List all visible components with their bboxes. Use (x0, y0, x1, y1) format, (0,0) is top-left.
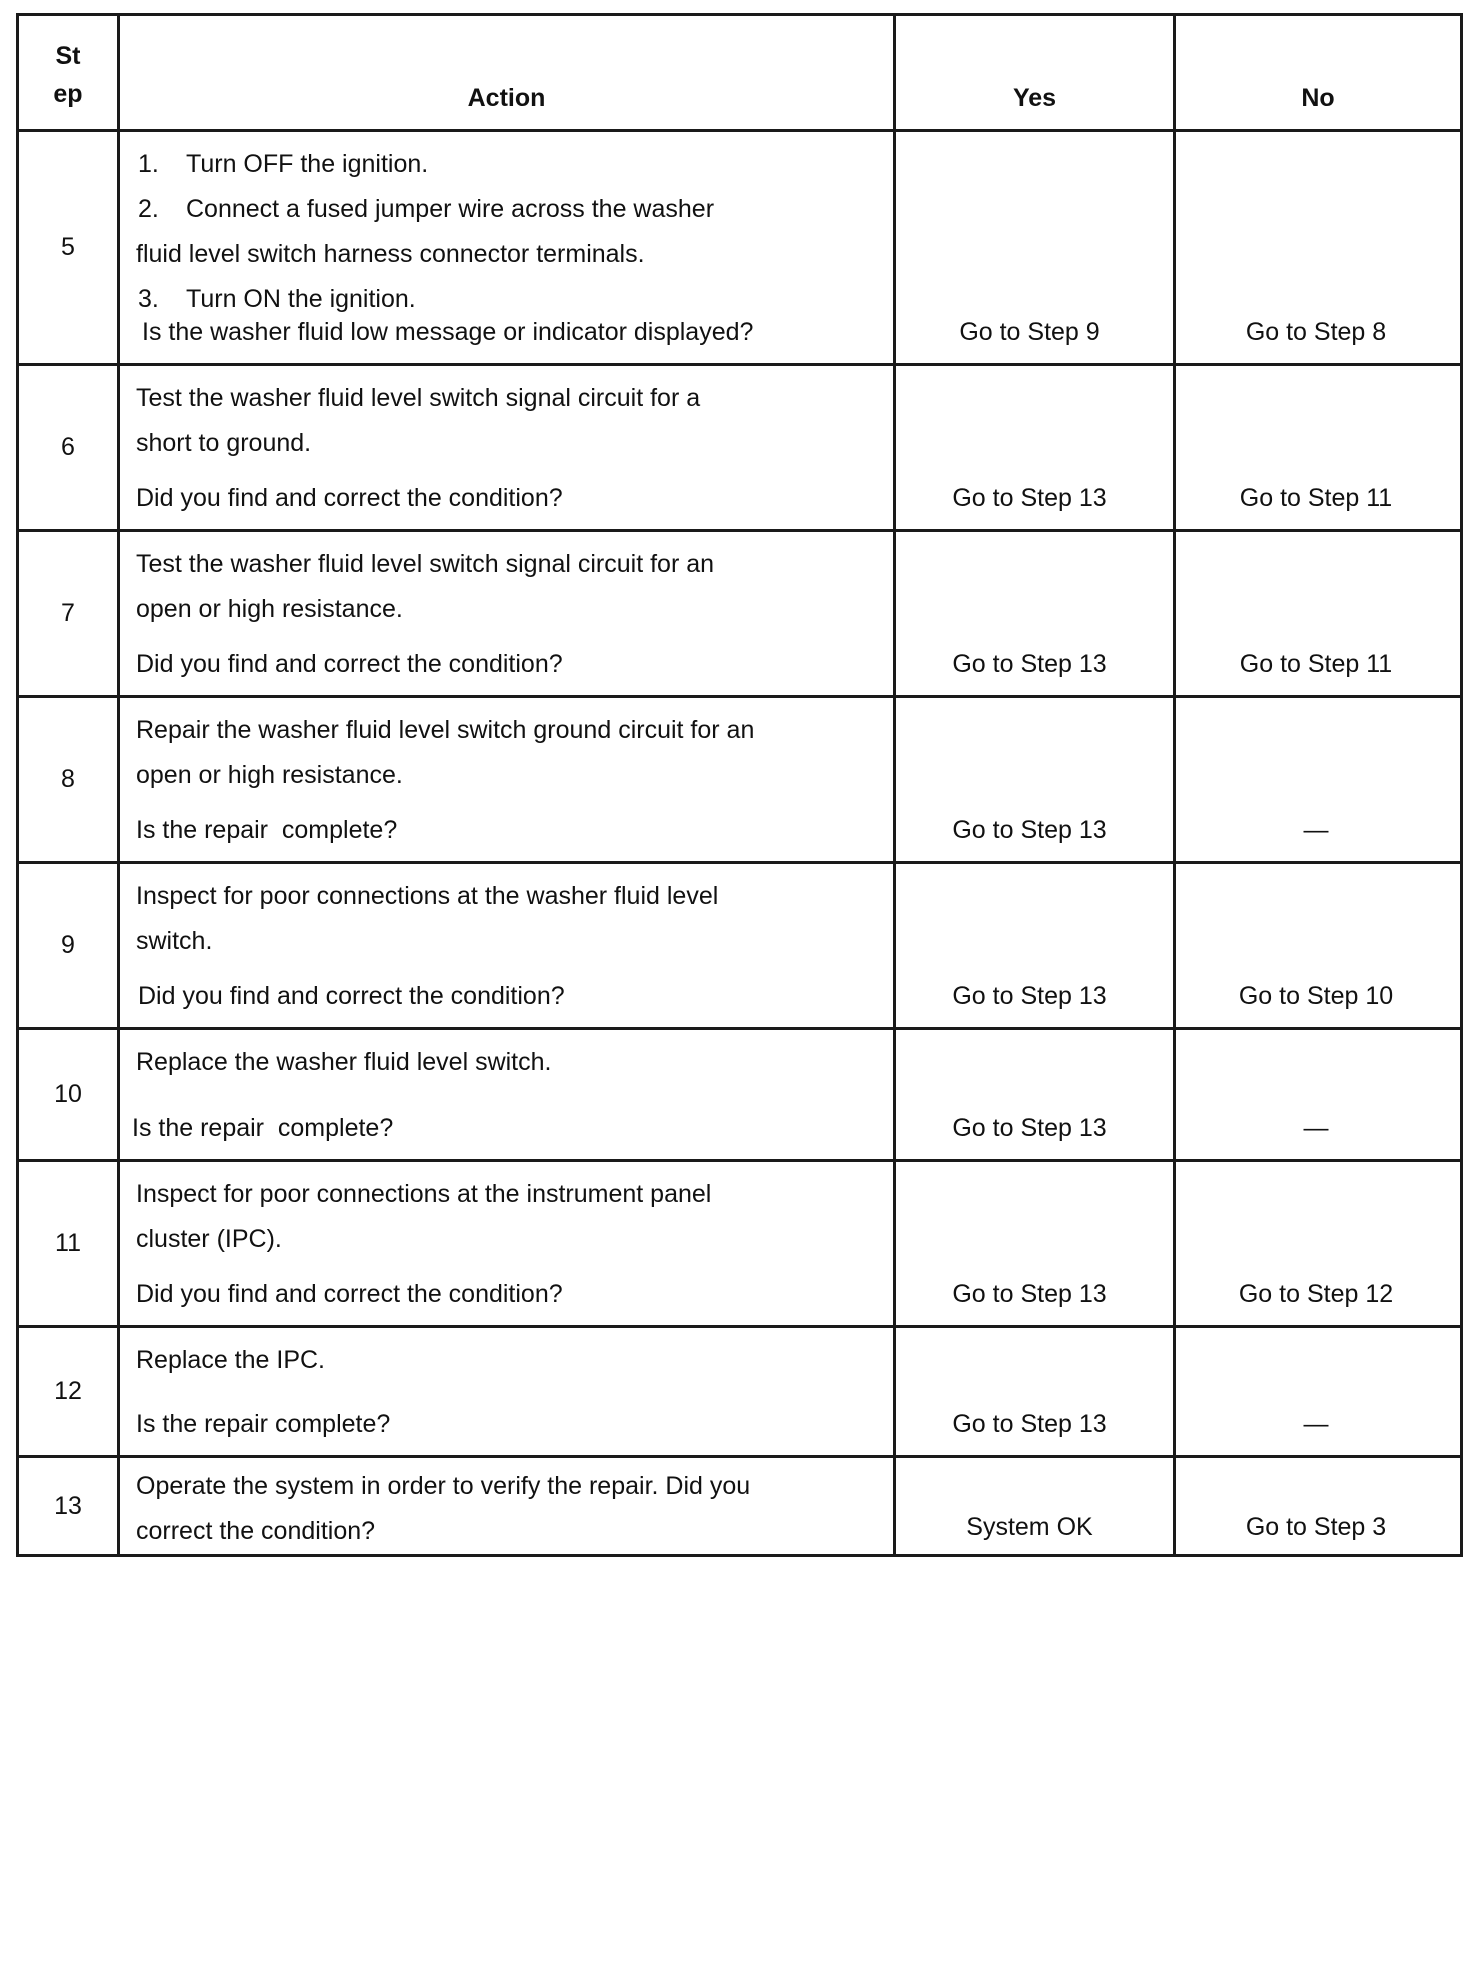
action-line: open or high resistance. (136, 595, 403, 623)
no-result: Go to Step 11 (1175, 531, 1462, 697)
action-cell (119, 697, 895, 863)
no-column-header: No (1175, 15, 1462, 131)
yes-result: Go to Step 13 (895, 365, 1175, 531)
table-row-step-8 (18, 697, 1462, 863)
step-header-line2: ep (53, 79, 83, 108)
action-question: Is the repair complete? (132, 1114, 394, 1142)
table-row-step-6 (18, 365, 1462, 531)
action-line: switch. (136, 927, 213, 955)
diagnostic-table (16, 13, 1463, 1557)
action-cell (119, 131, 895, 365)
action-text: Turn OFF the ignition. (186, 150, 429, 178)
step-number: 9 (18, 863, 119, 1029)
no-result: Go to Step 8 (1175, 131, 1462, 365)
action-question: Is the repair complete? (136, 1410, 391, 1438)
list-number: 1. (138, 150, 159, 178)
action-question: Did you find and correct the condition? (136, 650, 563, 678)
action-question: Did you find and correct the condition? (136, 1280, 563, 1308)
action-column-header: Action (119, 15, 895, 131)
no-result: Go to Step 3 (1175, 1457, 1462, 1556)
no-result: Go to Step 11 (1175, 365, 1462, 531)
action-line: Test the washer fluid level switch signal circuit for a (136, 384, 701, 412)
action-cell (119, 365, 895, 531)
action-line: cluster (IPC). (136, 1225, 282, 1253)
step-number: 12 (18, 1327, 119, 1457)
no-result: Go to Step 10 (1175, 863, 1462, 1029)
action-line: short to ground. (136, 429, 312, 457)
action-cell (119, 1457, 895, 1556)
header-row (18, 15, 1462, 131)
action-line: open or high resistance. (136, 761, 403, 789)
step-column-header (18, 15, 119, 131)
table-row-step-9 (18, 863, 1462, 1029)
action-cell (119, 1327, 895, 1457)
action-line: Repair the washer fluid level switch ground circuit for an (136, 716, 755, 744)
no-result: — (1175, 1029, 1462, 1161)
step-header-line1: St (55, 41, 81, 70)
step-number: 7 (18, 531, 119, 697)
table-row-step-10 (18, 1029, 1462, 1161)
table-row-step-7 (18, 531, 1462, 697)
step-number: 6 (18, 365, 119, 531)
yes-result: Go to Step 13 (895, 863, 1175, 1029)
action-line: Replace the IPC. (136, 1346, 325, 1374)
action-question: Did you find and correct the condition? (136, 484, 563, 512)
action-text: Connect a fused jumper wire across the washer (186, 195, 715, 223)
action-line (136, 232, 881, 277)
action-text: fluid level switch harness connector terminals. (136, 240, 645, 268)
yes-result: Go to Step 13 (895, 697, 1175, 863)
list-number: 3. (138, 285, 159, 313)
action-text: Turn ON the ignition. (186, 285, 416, 313)
action-cell (119, 531, 895, 697)
step-number: 11 (18, 1161, 119, 1327)
table-row-step-11 (18, 1161, 1462, 1327)
yes-result: Go to Step 13 (895, 1161, 1175, 1327)
table-row-step-13 (18, 1457, 1462, 1556)
action-cell (119, 863, 895, 1029)
action-line: Test the washer fluid level switch signal circuit for an (136, 550, 715, 578)
action-line (136, 142, 881, 187)
table-row-step-5 (18, 131, 1462, 365)
action-line: Inspect for poor connections at the instrument panel (136, 1180, 712, 1208)
action-line: Replace the washer fluid level switch. (136, 1048, 552, 1076)
step-number: 5 (18, 131, 119, 365)
yes-result: System OK (895, 1457, 1175, 1556)
action-cell (119, 1029, 895, 1161)
action-line: Inspect for poor connections at the washer fluid level (136, 882, 719, 910)
list-number: 2. (138, 195, 159, 223)
action-question: Is the washer fluid low message or indicator displayed? (142, 318, 754, 346)
action-line: correct the condition? (136, 1517, 376, 1545)
no-result: — (1175, 697, 1462, 863)
action-question: Did you find and correct the condition? (138, 982, 565, 1010)
yes-result: Go to Step 13 (895, 531, 1175, 697)
action-cell (119, 1161, 895, 1327)
step-number: 8 (18, 697, 119, 863)
table-row-step-12 (18, 1327, 1462, 1457)
step-number: 10 (18, 1029, 119, 1161)
yes-column-header: Yes (895, 15, 1175, 131)
action-question: Is the repair complete? (136, 816, 398, 844)
yes-result: Go to Step 9 (895, 131, 1175, 365)
action-line (136, 187, 881, 232)
yes-result: Go to Step 13 (895, 1029, 1175, 1161)
step-number: 13 (18, 1457, 119, 1556)
action-line: Operate the system in order to verify the repair. Did you (136, 1472, 751, 1500)
no-result: — (1175, 1327, 1462, 1457)
no-result: Go to Step 12 (1175, 1161, 1462, 1327)
yes-result: Go to Step 13 (895, 1327, 1175, 1457)
